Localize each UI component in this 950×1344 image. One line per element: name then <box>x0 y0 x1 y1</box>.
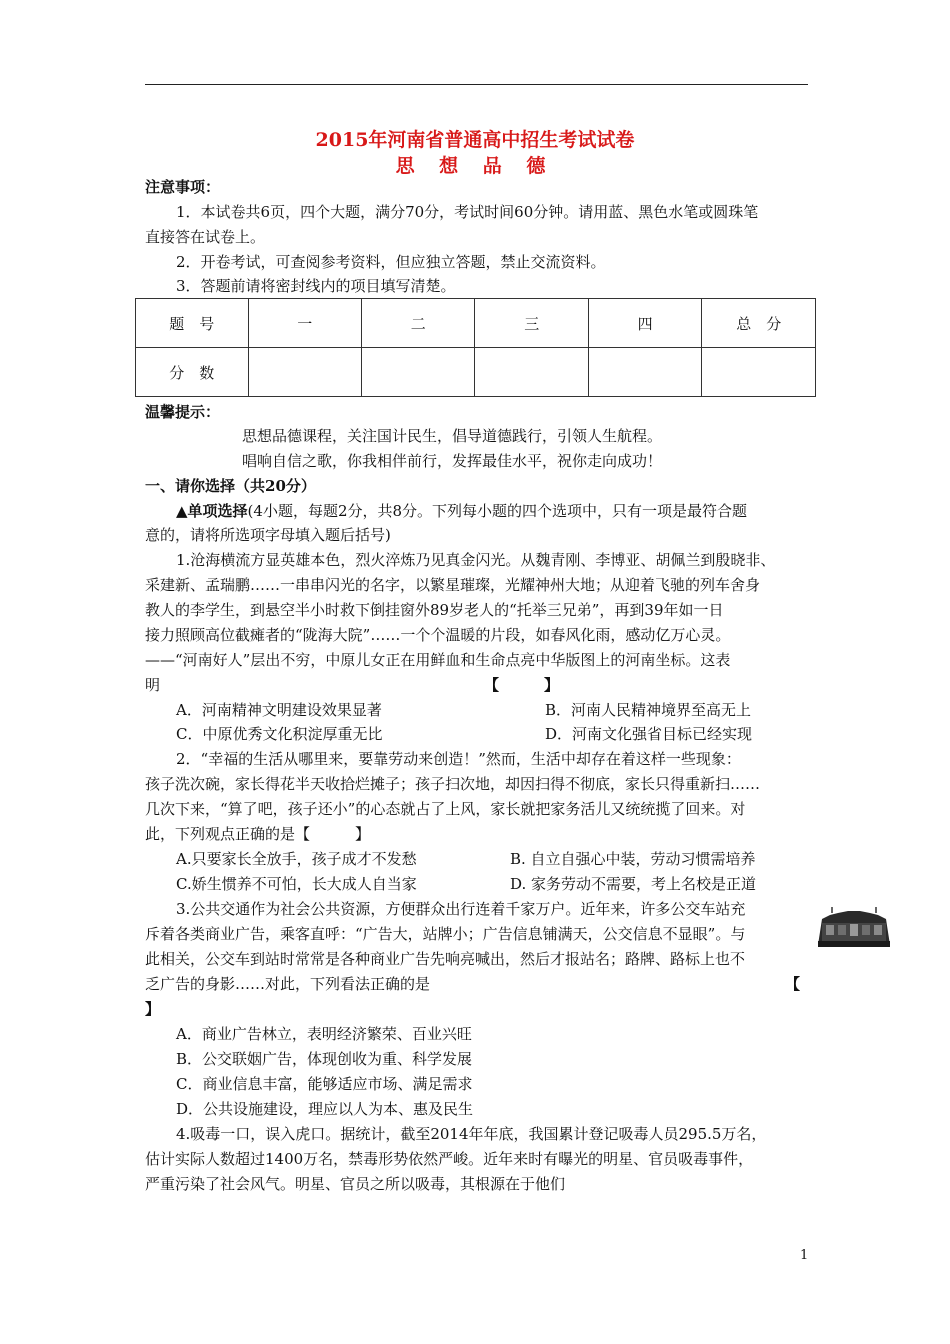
q2-option-d[interactable]: D. 家务劳动不需要，考上名校是正道 <box>510 875 757 893</box>
notice-item-2: 2．开卷考试，可查阅参考资料，但应独立答题，禁止交流资料。 <box>176 253 606 271</box>
q3-text-line: 此相关，公交车到站时常常是各种商业广告先响亮喊出，然后才报站名；路牌、路标上也不 <box>145 950 746 968</box>
q2-text-line: 2．“幸福的生活从哪里来，要靠劳动来创造！”然而，生活中却存在着这样一些现象： <box>176 750 741 768</box>
q3-bracket-open[interactable]: 【 <box>785 975 801 993</box>
single-choice-label: ▲单项选择 <box>176 502 248 520</box>
score-cell-total[interactable] <box>702 348 816 397</box>
q1-answer-bracket[interactable]: 【 】 <box>484 676 560 694</box>
q1-text-line: 接力照顾高位截瘫者的“陇海大院”……一个个温暖的片段，如春风化雨，感动亿万心灵。 <box>145 626 731 644</box>
tips-line-2: 唱响自信之歌，你我相伴前行，发挥最佳水平，祝你走向成功！ <box>242 452 663 470</box>
notice-item-3: 3．答题前请将密封线内的项目填写清楚。 <box>176 277 456 295</box>
q3-option-a[interactable]: A．商业广告林立，表明经济繁荣、百业兴旺 <box>176 1025 472 1043</box>
q1-text-line: 采建新、孟瑞鹏……一串串闪光的名字，以繁星璀璨，光耀神州大地；从迎着飞驰的列车舍身 <box>145 576 761 594</box>
score-cell-3[interactable] <box>475 348 588 397</box>
score-table <box>135 298 816 397</box>
q2-text-line: 几次下来，“算了吧，孩子还小”的心态就占了上风，家长就把家务活儿又统统揽了回来。对 <box>145 800 746 818</box>
score-header-cell: 四 <box>588 299 701 348</box>
q3-text-line: 3.公共交通作为社会公共资源，方便群众出行连着千家万户。近年来，许多公交车站充 <box>176 900 746 918</box>
score-cell-1[interactable] <box>248 348 361 397</box>
tips-line-1: 思想品德课程，关注国计民生，倡导道德践行，引领人生航程。 <box>242 427 663 445</box>
score-header-cell: 题 号 <box>136 299 249 348</box>
notice-heading: 注意事项： <box>145 178 221 196</box>
score-row-label: 分 数 <box>136 348 249 397</box>
q1-text-line: 1.沧海横流方显英雄本色，烈火淬炼乃见真金闪光。从魏青刚、李博亚、胡佩兰到殷晓非、 <box>176 551 776 569</box>
q1-option-a[interactable]: A．河南精神文明建设效果显著 <box>176 701 382 719</box>
notice-item-1: 1．本试卷共6页，四个大题，满分70分，考试时间60分钟。请用蓝、黑色水笔或圆珠笔 <box>176 203 759 221</box>
q2-option-c[interactable]: C.娇生惯养不可怕，长大成人自当家 <box>176 875 417 893</box>
q4-text-line: 严重污染了社会风气。明星、官员之所以吸毒，其根源在于他们 <box>145 1175 566 1193</box>
single-choice-desc: (4小题，每题2分，共8分。下列每小题的四个选项中，只有一项是最符合题 <box>247 502 748 520</box>
q2-text-last: 此，下列观点正确的是【 】 <box>145 825 371 843</box>
q3-text-line: 斥着各类商业广告，乘客直呼：“广告大，站牌小；广告信息铺满天，公交信息不显眼”。与 <box>145 925 746 943</box>
score-header-cell: 一 <box>248 299 361 348</box>
score-header-cell: 二 <box>362 299 475 348</box>
q3-option-c[interactable]: C．商业信息丰富，能够适应市场、满足需求 <box>176 1075 473 1093</box>
q1-text-line: 教人的李学生，到悬空半小时救下倒挂窗外89岁老人的“托举三兄弟”，再到39年如一日 <box>145 601 724 619</box>
q4-text-line: 估计实际人数超过1400万名，禁毒形势依然严峻。近年来时有曝光的明星、官员吸毒事件， <box>145 1150 754 1168</box>
q1-option-b[interactable]: B．河南人民精神境界至高无上 <box>545 701 752 719</box>
single-choice-desc-cont: 意的，请将所选项字母填入题后括号) <box>145 526 391 544</box>
score-table-score-row <box>136 348 816 397</box>
q4-text-line: 4.吸毒一口，误入虎口。据统计，截至2014年年底，我国累计登记吸毒人员295.5万名， <box>176 1125 767 1143</box>
q2-option-b[interactable]: B. 自立自强心中装，劳动习惯需培养 <box>510 850 756 868</box>
q3-option-d[interactable]: D．公共设施建设，理应以人为本、惠及民生 <box>176 1100 474 1118</box>
header-rule <box>145 84 808 85</box>
score-header-cell: 三 <box>475 299 588 348</box>
q1-option-d[interactable]: D．河南文化强省目标已经实现 <box>545 725 753 743</box>
q3-bracket-close[interactable]: 】 <box>145 1000 161 1018</box>
score-cell-2[interactable] <box>362 348 475 397</box>
single-choice-instructions <box>176 499 747 523</box>
q3-text-line: 乏广告的身影……对此，下列看法正确的是 <box>145 975 431 993</box>
score-cell-4[interactable] <box>588 348 701 397</box>
score-table-header-row <box>136 299 816 348</box>
notice-item-1-cont: 直接答在试卷上。 <box>145 228 266 246</box>
q3-option-b[interactable]: B．公交联姻广告，体现创收为重、科学发展 <box>176 1050 473 1068</box>
q1-text-last: 明 <box>145 676 161 694</box>
q2-option-a[interactable]: A.只要家长全放手，孩子成才不发愁 <box>176 850 417 868</box>
tips-heading: 温馨提示： <box>145 403 221 421</box>
page-number: 1 <box>800 1248 809 1263</box>
score-header-cell: 总 分 <box>702 299 816 348</box>
exam-subject: 思 想 品 德 <box>395 155 555 177</box>
q1-option-c[interactable]: C．中原优秀文化积淀厚重无比 <box>176 725 383 743</box>
bus-advert-photo <box>818 905 890 951</box>
q1-text-line: ——“河南好人”层出不穷，中原儿女正在用鲜血和生命点亮中华版图上的河南坐标。这表 <box>145 651 731 669</box>
q2-text-line: 孩子洗次碗，家长得花半天收拾烂摊子；孩子扫次地，却因扫得不彻底，家长只得重新扫…… <box>145 775 761 793</box>
exam-title: 2015年河南省普通高中招生考试试卷 <box>315 129 635 151</box>
section-1-heading: 一、请你选择（共20分） <box>145 477 316 495</box>
